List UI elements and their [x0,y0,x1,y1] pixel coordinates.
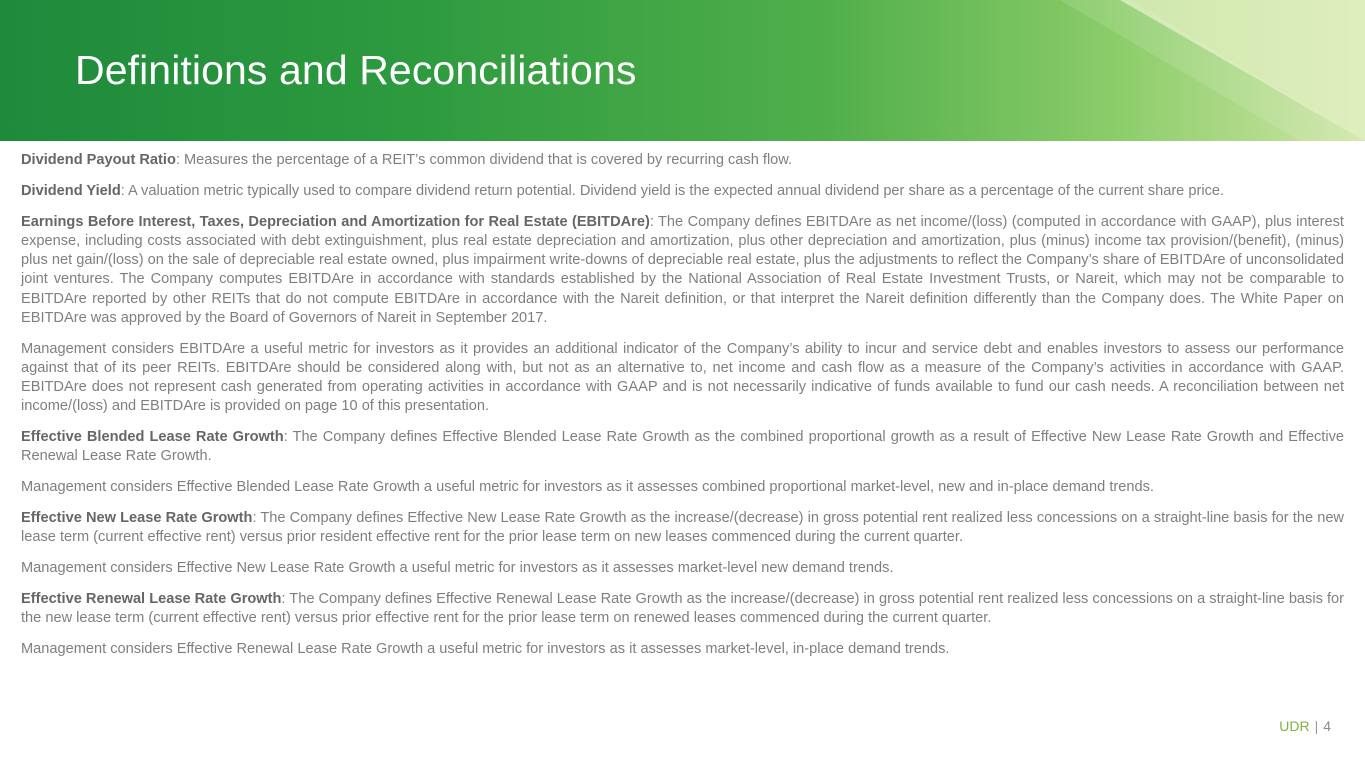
definition-paragraph [21,478,1344,497]
definitions-body [21,151,1344,671]
definition-text: : Measures the percentage of a REIT’s common dividend that is covered by recurring cash flow. [175,152,793,168]
definition-term: Effective Blended Lease Rate Growth [21,429,284,446]
header-banner [0,0,1365,141]
definition-text: Management considers Effective Blended Lease Rate Growth a useful metric for investors as it assesses combined proportional market-level, new and in-place demand trends. [21,479,1154,496]
definition-paragraph [21,640,1344,659]
page-number: 4 [1323,718,1331,734]
definition-term: Dividend Payout Ratio [21,152,176,168]
definition-paragraph [21,590,1344,628]
footer-separator: | [1314,718,1319,734]
definition-text: : A valuation metric typically used to compare dividend return potential. Dividend yield is the expected annual dividend per share as a percentage of the current share price. [120,182,1225,199]
definition-paragraph [21,182,1344,201]
definition-term: Dividend Yield [21,182,121,199]
definition-paragraph [21,559,1344,578]
definition-text: Management considers Effective New Lease Rate Growth a useful metric for investors as it assesses market-level new demand trends. [21,560,894,577]
definition-text: Management considers Effective Renewal Lease Rate Growth a useful metric for investors as it assesses market-level, in-place demand trends. [21,641,950,658]
definition-paragraph [21,340,1344,417]
definition-paragraph [21,151,1344,170]
definition-term: Earnings Before Interest, Taxes, Depreciation and Amortization for Real Estate (EBITDAre) [21,213,650,230]
brand-label: UDR [1279,718,1310,734]
definition-text: : The Company defines Effective Renewal Lease Rate Growth as the increase/(decrease) in gross potential rent realized less concessions on a straight-line basis for the new lease term (current effective rent) versus prior effective rent for the prior lease term on renewed leases commenced during the current quarter. [21,591,1344,627]
definition-paragraph [21,213,1344,328]
definition-text: : The Company defines EBITDAre as net income/(loss) (computed in accordance with GAAP), plus interest expense, including costs associated with debt extinguishment, plus real estate depreciation and amortization, plus other depreciation and amortization, plus (minus) income tax provision/(benefit), (minus) plus net gain/(loss) on the sale of depreciable real estate owned, plus impairment write-downs of depreciable real estate, plus the adjustments to reflect the Company’s share of EBITDAre of unconsolidated joint ventures. The Company computes EBITDAre in accordance with standards established by the National Association of Real Estate Investment Trusts, or Nareit, which may not be comparable to EBITDAre reported by other REITs that do not compute EBITDAre in accordance with the Nareit definition, or that interpret the Nareit definition differently than the Company does. The White Paper on EBITDAre was approved by the Board of Governors of Nareit in September 2017. [21,213,1344,326]
definition-term: Effective New Lease Rate Growth [21,510,253,527]
definition-text: Management considers EBITDAre a useful metric for investors as it provides an additional indicator of the Company’s ability to incur and service debt and enables investors to assess our performance against that of its peer REITs. EBITDAre should be considered along with, but not as an alternative to, net income and cash flow as a measure of the Company’s activities in accordance with GAAP. EBITDAre does not represent cash generated from operating activities in accordance with GAAP and is not necessarily indicative of funds available to fund our cash needs. A reconciliation between net income/(loss) and EBITDAre is provided on page 10 of this presentation. [21,340,1344,415]
definition-paragraph [21,428,1344,466]
definition-text: : The Company defines Effective Blended Lease Rate Growth as the combined proportional growth as a result of Effective New Lease Rate Growth and Effective Renewal Lease Rate Growth. [21,429,1344,465]
definition-text: : The Company defines Effective New Lease Rate Growth as the increase/(decrease) in gross potential rent realized less concessions on a straight-line basis for the new lease term (current effective rent) versus prior resident effective rent for the prior lease term on new leases commenced during the current quarter. [21,510,1344,546]
slide-footer [1279,718,1331,734]
definition-paragraph [21,509,1344,547]
page-title: Definitions and Reconciliations [75,47,637,93]
definition-term: Effective Renewal Lease Rate Growth [21,591,282,608]
